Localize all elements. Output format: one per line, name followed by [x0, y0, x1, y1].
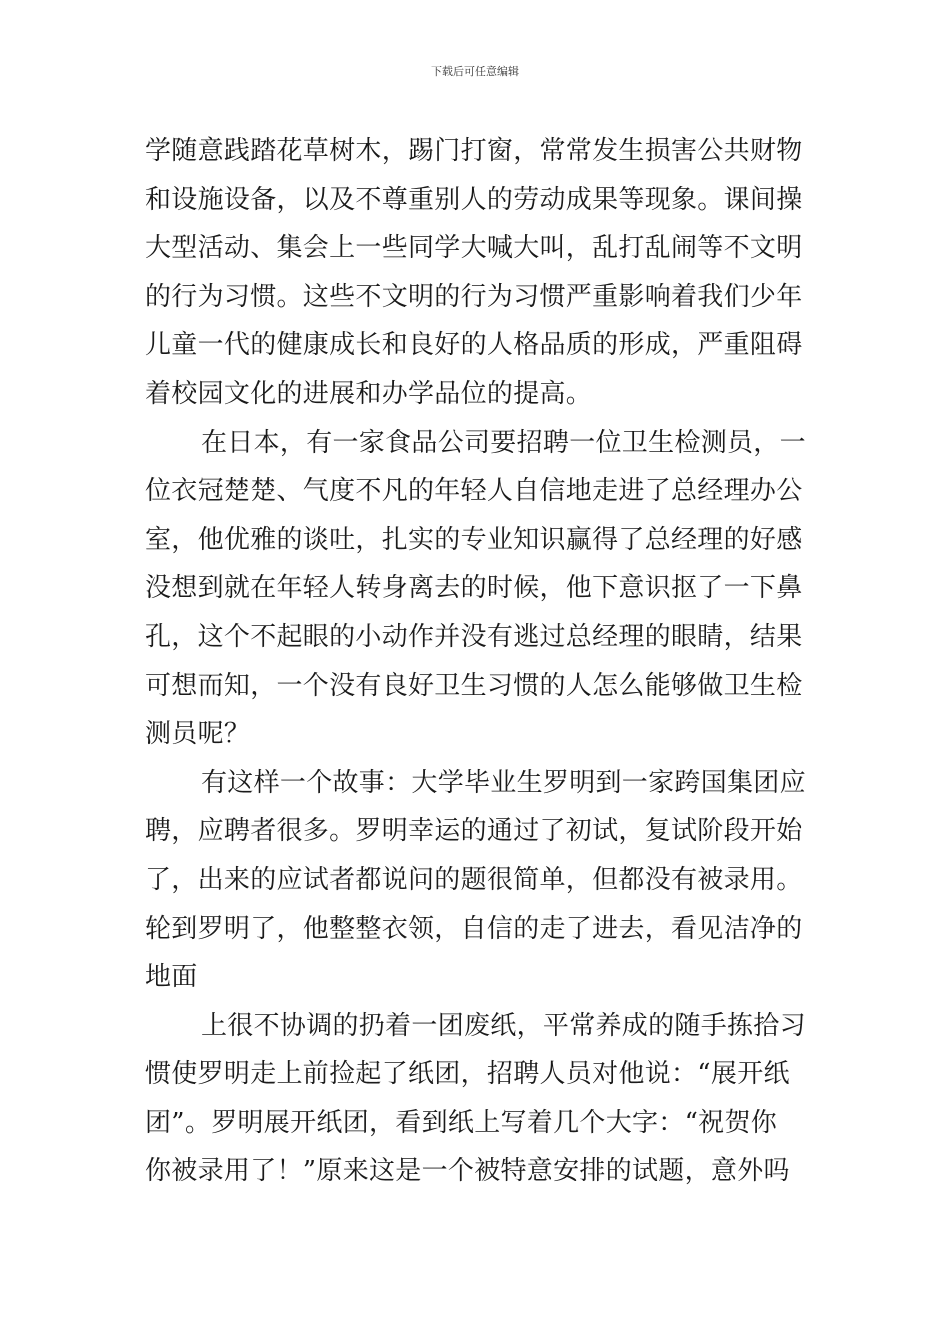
- text-line: 儿童一代的健康成长和良好的人格品质的形成，严重阻碍: [145, 330, 803, 361]
- text-line: 你被录用了！”原来这是一个被特意安排的试题，意外吗: [145, 1156, 790, 1187]
- text-line: 测员呢？: [145, 719, 251, 750]
- text-line: 可想而知，一个没有良好卫生习惯的人怎么能够做卫生检: [145, 670, 803, 701]
- text-line: 没想到就在年轻人转身离去的时候，他下意识抠了一下鼻: [145, 573, 803, 604]
- text-line: 孔，这个不起眼的小动作并没有逃过总经理的眼睛，结果: [145, 621, 803, 652]
- text-line: 地面: [145, 962, 198, 993]
- text-line: 室，他优雅的谈吐，扎实的专业知识赢得了总经理的好感: [145, 524, 803, 555]
- text-line: 轮到罗明了，他整整衣领，自信的走了进去，看见洁净的: [145, 913, 803, 944]
- text-line: 着校园文化的进展和办学品位的提高。: [145, 378, 593, 409]
- text-line: 的行为习惯。这些不文明的行为习惯严重影响着我们少年: [145, 281, 803, 312]
- document-body: [145, 127, 807, 1196]
- text-line: 有这样一个故事：大学毕业生罗明到一家跨国集团应: [201, 767, 806, 798]
- text-line: 学随意践踏花草树木，踢门打窗，常常发生损害公共财物: [145, 136, 803, 166]
- text-line: 位衣冠楚楚、气度不凡的年轻人自信地走进了总经理办公: [145, 476, 803, 507]
- text-line: 了，出来的应试者都说问的题很简单，但都没有被录用。: [145, 864, 803, 895]
- page-header: 下载后可任意编辑: [431, 65, 519, 78]
- text-line: 惯使罗明走上前捡起了纸团，招聘人员对他说：“展开纸: [145, 1059, 790, 1090]
- text-line: 大型活动、集会上一些同学大喊大叫，乱打乱闹等不文明: [145, 233, 803, 264]
- text-line: 上很不协调的扔着一团废纸，平常养成的随手拣拾习: [201, 1010, 806, 1041]
- text-line: 和设施设备，以及不尊重别人的劳动成果等现象。课间操: [145, 184, 803, 215]
- text-line: 团”。罗明展开纸团，看到纸上写着几个大字：“祝贺你: [145, 1107, 778, 1138]
- text-line: 聘，应聘者很多。罗明幸运的通过了初试，复试阶段开始: [145, 816, 803, 847]
- text-line: 在日本，有一家食品公司要招聘一位卫生检测员，一: [201, 427, 806, 458]
